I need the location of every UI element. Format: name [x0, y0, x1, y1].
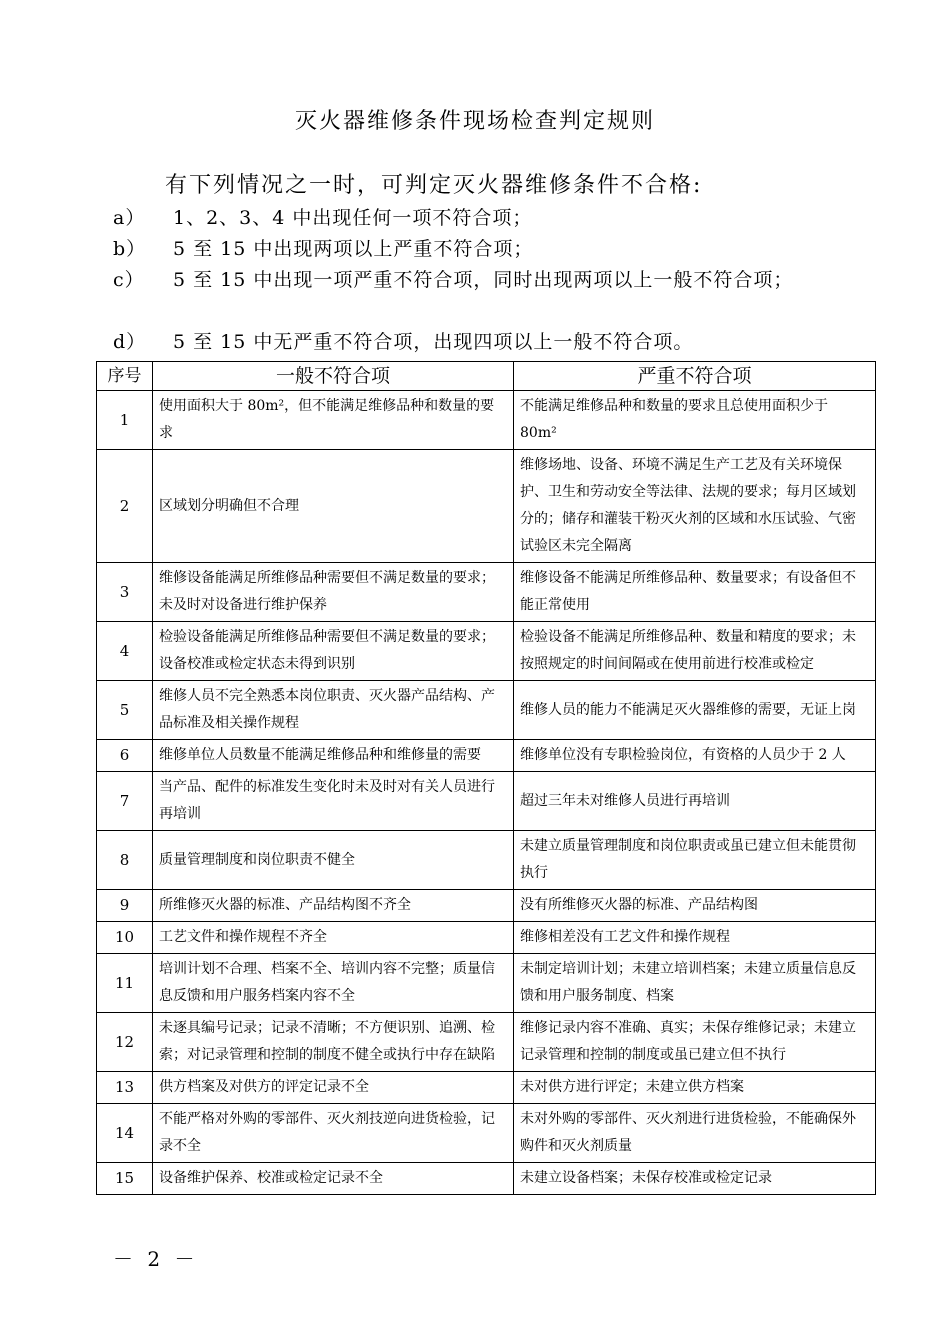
serious-nonconformity: 没有所维修灭火器的标准、产品结构图 — [514, 890, 876, 922]
table-row — [97, 772, 876, 831]
condition-a — [113, 203, 853, 233]
serious-nonconformity: 超过三年未对维修人员进行再培训 — [514, 772, 876, 831]
condition-label: b） — [113, 238, 147, 260]
serious-nonconformity: 维修场地、设备、环境不满足生产工艺及有关环境保护、卫生和劳动安全等法律、法规的要求；每月区域划分的；储存和灌装干粉灭火剂的区域和水压试验、气密试验区未完全隔离 — [514, 450, 876, 563]
header-seq: 序号 — [97, 362, 153, 391]
general-nonconformity: 不能严格对外购的零部件、灭火剂技逆向进货检验，记录不全 — [153, 1104, 514, 1163]
header-general: 一般不符合项 — [153, 362, 514, 391]
row-number: 5 — [97, 681, 153, 740]
serious-nonconformity: 不能满足维修品种和数量的要求且总使用面积少于 80m² — [514, 391, 876, 450]
row-number: 14 — [97, 1104, 153, 1163]
serious-nonconformity: 维修人员的能力不能满足灭火器维修的需要，无证上岗 — [514, 681, 876, 740]
condition-label: c） — [113, 269, 145, 291]
row-number: 2 — [97, 450, 153, 563]
condition-text: 5 至 15 中出现一项严重不符合项，同时出现两项以上一般不符合项； — [173, 269, 794, 291]
serious-nonconformity: 未制定培训计划；未建立培训档案；未建立质量信息反馈和用户服务制度、档案 — [514, 954, 876, 1013]
table-row — [97, 622, 876, 681]
table-row — [97, 954, 876, 1013]
table-row — [97, 922, 876, 954]
condition-c — [113, 265, 853, 295]
table-row — [97, 1013, 876, 1072]
general-nonconformity: 未逐具编号记录；记录不清晰；不方便识别、追溯、检索；对记录管理和控制的制度不健全或执行中存在缺陷 — [153, 1013, 514, 1072]
table-row — [97, 681, 876, 740]
general-nonconformity: 供方档案及对供方的评定记录不全 — [153, 1072, 514, 1104]
condition-label: a） — [113, 207, 146, 229]
table-header-row — [97, 362, 876, 391]
serious-nonconformity: 未建立质量管理制度和岗位职责或虽已建立但未能贯彻执行 — [514, 831, 876, 890]
condition-label: d） — [113, 331, 147, 353]
general-nonconformity: 检验设备能满足所维修品种需要但不满足数量的要求；设备校准或检定状态未得到识别 — [153, 622, 514, 681]
serious-nonconformity: 维修相差没有工艺文件和操作规程 — [514, 922, 876, 954]
row-number: 7 — [97, 772, 153, 831]
serious-nonconformity: 未建立设备档案；未保存校准或检定记录 — [514, 1163, 876, 1195]
header-serious: 严重不符合项 — [514, 362, 876, 391]
table-row — [97, 831, 876, 890]
table-row — [97, 1104, 876, 1163]
row-number: 1 — [97, 391, 153, 450]
serious-nonconformity: 维修设备不能满足所维修品种、数量要求；有设备但不能正常使用 — [514, 563, 876, 622]
condition-b — [113, 234, 853, 264]
row-number: 13 — [97, 1072, 153, 1104]
general-nonconformity: 当产品、配件的标准发生变化时未及时对有关人员进行再培训 — [153, 772, 514, 831]
general-nonconformity: 质量管理制度和岗位职责不健全 — [153, 831, 514, 890]
rules-table — [96, 361, 876, 1195]
serious-nonconformity: 维修记录内容不准确、真实；未保存维修记录；未建立记录管理和控制的制度或虽已建立但不执行 — [514, 1013, 876, 1072]
row-number: 9 — [97, 890, 153, 922]
serious-nonconformity: 检验设备不能满足所维修品种、数量和精度的要求；未按照规定的时间间隔或在使用前进行校准或检定 — [514, 622, 876, 681]
row-number: 12 — [97, 1013, 153, 1072]
page-title: 灭火器维修条件现场检查判定规则 — [294, 109, 655, 134]
row-number: 8 — [97, 831, 153, 890]
condition-d — [113, 327, 853, 357]
serious-nonconformity: 未对外购的零部件、灭火剂进行进货检验，不能确保外购件和灭火剂质量 — [514, 1104, 876, 1163]
serious-nonconformity: 维修单位没有专职检验岗位，有资格的人员少于 2 人 — [514, 740, 876, 772]
general-nonconformity: 设备维护保养、校准或检定记录不全 — [153, 1163, 514, 1195]
table-row — [97, 890, 876, 922]
intro-text: 有下列情况之一时，可判定灭火器维修条件不合格: — [165, 173, 703, 198]
row-number: 11 — [97, 954, 153, 1013]
row-number: 4 — [97, 622, 153, 681]
table-row — [97, 563, 876, 622]
serious-nonconformity: 未对供方进行评定；未建立供方档案 — [514, 1072, 876, 1104]
general-nonconformity: 区域划分明确但不合理 — [153, 450, 514, 563]
row-number: 15 — [97, 1163, 153, 1195]
general-nonconformity: 维修人员不完全熟悉本岗位职责、灭火器产品结构、产品标准及相关操作规程 — [153, 681, 514, 740]
general-nonconformity: 使用面积大于 80m²，但不能满足维修品种和数量的要求 — [153, 391, 514, 450]
general-nonconformity: 培训计划不合理、档案不全、培训内容不完整；质量信息反馈和用户服务档案内容不全 — [153, 954, 514, 1013]
row-number: 6 — [97, 740, 153, 772]
condition-text: 5 至 15 中无严重不符合项，出现四项以上一般不符合项。 — [173, 331, 694, 353]
table-row — [97, 740, 876, 772]
table-row — [97, 1072, 876, 1104]
page-number: － 2 － — [113, 1247, 199, 1271]
table-row — [97, 450, 876, 563]
table-row — [97, 391, 876, 450]
general-nonconformity: 维修设备能满足所维修品种需要但不满足数量的要求；未及时对设备进行维护保养 — [153, 563, 514, 622]
row-number: 10 — [97, 922, 153, 954]
general-nonconformity: 维修单位人员数量不能满足维修品种和维修量的需要 — [153, 740, 514, 772]
general-nonconformity: 所维修灭火器的标准、产品结构图不齐全 — [153, 890, 514, 922]
condition-text: 1、2、3、4 中出现任何一项不符合项； — [173, 207, 533, 229]
general-nonconformity: 工艺文件和操作规程不齐全 — [153, 922, 514, 954]
table-body — [97, 391, 876, 1195]
condition-text: 5 至 15 中出现两项以上严重不符合项； — [173, 238, 534, 260]
row-number: 3 — [97, 563, 153, 622]
table-row — [97, 1163, 876, 1195]
